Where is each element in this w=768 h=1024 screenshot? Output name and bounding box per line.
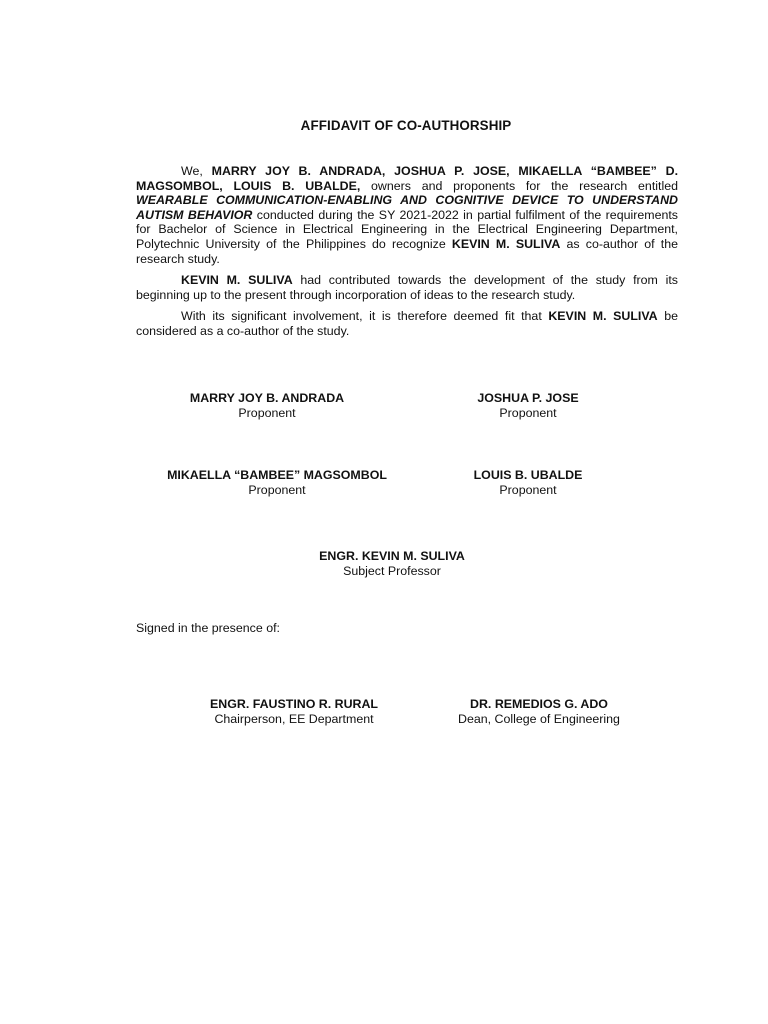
signature-block-andrada bbox=[157, 391, 377, 421]
signatory-name: JOSHUA P. JOSE bbox=[477, 391, 579, 405]
signatory-name: DR. REMEDIOS G. ADO bbox=[470, 697, 608, 711]
signatory-name: ENGR. FAUSTINO R. RURAL bbox=[210, 697, 378, 711]
proponent-names: MARRY JOY B. ANDRADA, JOSHUA P. JOSE, MIKAELLA “BAMBEE” D. MAGSOMBOL, LOUIS B. UBALDE, bbox=[136, 164, 679, 193]
signature-block-professor bbox=[292, 549, 492, 579]
coauthor-name: KEVIN M. SULIVA bbox=[181, 273, 293, 288]
signature-block-ado bbox=[434, 697, 644, 727]
signatory-role: Subject Professor bbox=[343, 564, 441, 578]
paragraph1-text-a: owners and proponents for the research entitled bbox=[360, 178, 678, 193]
signature-block-ubalde bbox=[428, 468, 628, 498]
paragraph3-text-end: be considered as a co-author of the study. bbox=[136, 309, 678, 338]
signatory-name: ENGR. KEVIN M. SULIVA bbox=[319, 549, 465, 563]
signatory-name: LOUIS B. UBALDE bbox=[473, 468, 583, 482]
paragraph1-intro: We, bbox=[181, 164, 212, 178]
signatory-role: Proponent bbox=[238, 406, 296, 420]
coauthor-name: KEVIN M. SULIVA bbox=[451, 236, 561, 251]
signature-block-jose bbox=[428, 391, 628, 421]
paragraph2-text: had contributed towards the development of the study from its beginning up to the present through incorporation of ideas to the research study. bbox=[136, 273, 678, 302]
signatory-role: Proponent bbox=[499, 483, 557, 497]
research-title: WEARABLE COMMUNICATION-ENABLING AND COGNITIVE DEVICE TO UNDERSTAND AUTISM BEHAVIOR bbox=[136, 193, 678, 222]
contribution-paragraph bbox=[136, 273, 678, 302]
recognition-paragraph bbox=[136, 164, 678, 266]
signature-block-magsombol bbox=[167, 468, 387, 498]
signatory-role: Proponent bbox=[499, 406, 557, 420]
signatory-role: Dean, College of Engineering bbox=[458, 712, 620, 726]
paragraph1-text-c: as co-author of the research study. bbox=[136, 236, 678, 266]
signature-block-rural bbox=[189, 697, 399, 727]
witness-label: Signed in the presence of: bbox=[136, 621, 280, 635]
paragraph1-text-b: conducted during the SY 2021-2022 in partial fulfilment of the requirements for Bachelor of Science in Electrical Engineering in the Electrical Engineering Department, Polytechnic University of the Philippines do recognize bbox=[136, 207, 678, 251]
conclusion-paragraph bbox=[136, 309, 678, 338]
paragraph3-text: With its significant involvement, it is therefore deemed fit that bbox=[181, 309, 549, 324]
affidavit-body bbox=[136, 164, 678, 346]
signatory-name: MARRY JOY B. ANDRADA bbox=[189, 391, 345, 405]
signatory-role: Chairperson, EE Department bbox=[214, 712, 374, 726]
coauthor-name: KEVIN M. SULIVA bbox=[548, 309, 658, 324]
signatory-role: Proponent bbox=[248, 483, 306, 497]
document-title: AFFIDAVIT OF CO-AUTHORSHIP bbox=[300, 118, 512, 133]
signatory-name: MIKAELLA “BAMBEE” MAGSOMBOL bbox=[167, 468, 387, 482]
